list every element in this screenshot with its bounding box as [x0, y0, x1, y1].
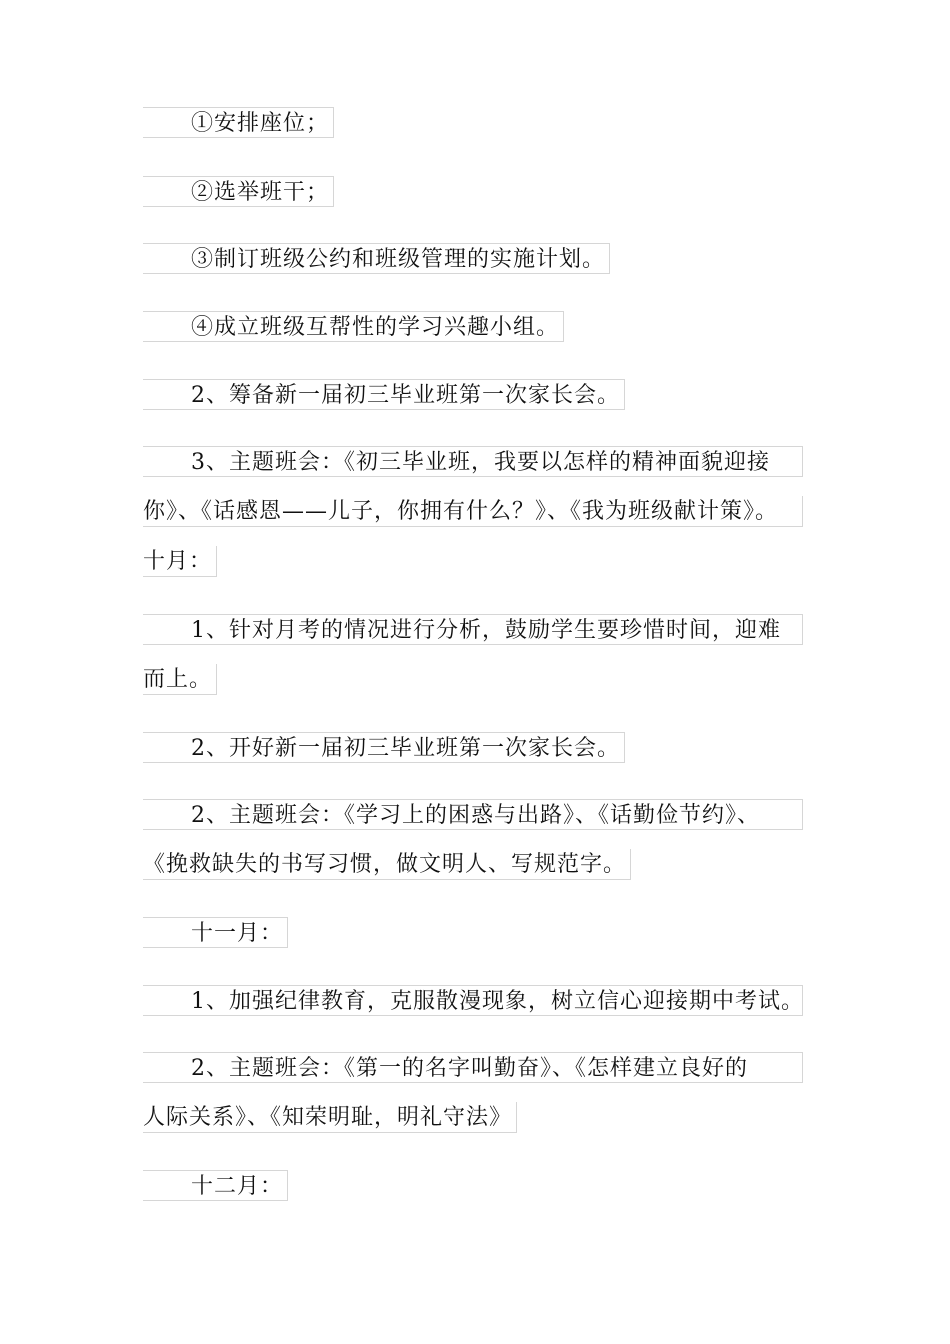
month-heading: 十一月：	[143, 917, 288, 948]
text-line: 2、开好新一届初三毕业班第一次家长会。	[143, 732, 625, 763]
text-line: 《挽救缺失的书写习惯，做文明人、写规范字。	[143, 849, 631, 880]
month-heading: 十月：	[143, 546, 217, 577]
text-line: 人际关系》、《知荣明耻，明礼守法》	[143, 1102, 517, 1133]
text-line: ①安排座位；	[143, 107, 334, 138]
text-line: 你》、《话感恩——儿子，你拥有什么？》、《我为班级献计策》。	[143, 496, 803, 527]
text-line: 1、加强纪律教育，克服散漫现象，树立信心迎接期中考试。	[143, 985, 803, 1016]
text-line: 1、针对月考的情况进行分析，鼓励学生要珍惜时间，迎难	[143, 614, 803, 645]
text-line: ③制订班级公约和班级管理的实施计划。	[143, 243, 610, 274]
text-line: 而上。	[143, 664, 217, 695]
text-line: ④成立班级互帮性的学习兴趣小组。	[143, 311, 564, 342]
text-line: 2、主题班会：《第一的名字叫勤奋》、《怎样建立良好的	[143, 1052, 803, 1083]
text-line: 2、主题班会：《学习上的困惑与出路》、《话勤俭节约》、	[143, 799, 803, 830]
text-line: ②选举班干；	[143, 176, 334, 207]
text-line: 2、筹备新一届初三毕业班第一次家长会。	[143, 379, 625, 410]
text-line: 3、主题班会：《初三毕业班，我要以怎样的精神面貌迎接	[143, 446, 803, 477]
month-heading: 十二月：	[143, 1170, 288, 1201]
